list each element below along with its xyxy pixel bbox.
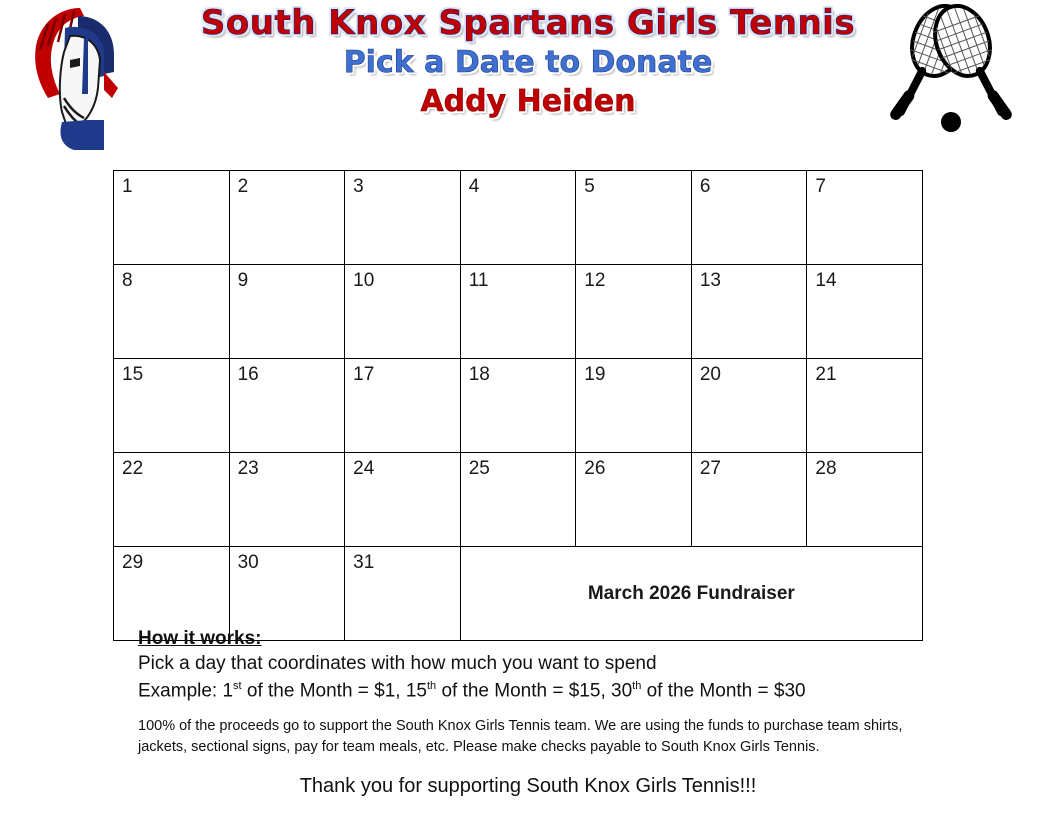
calendar-day-1[interactable]: 1 — [114, 171, 230, 265]
calendar-day-9[interactable]: 9 — [229, 265, 345, 359]
calendar-footer-label: March 2026 Fundraiser — [460, 547, 922, 641]
calendar-day-24[interactable]: 24 — [345, 453, 461, 547]
calendar-day-10[interactable]: 10 — [345, 265, 461, 359]
example-end: of the Month = $30 — [641, 680, 806, 702]
ordinal-suffix-1: st — [233, 679, 242, 692]
calendar-day-17[interactable]: 17 — [345, 359, 461, 453]
calendar-day-4[interactable]: 4 — [460, 171, 576, 265]
calendar-day-30[interactable]: 30 — [229, 547, 345, 641]
calendar-day-19[interactable]: 19 — [576, 359, 692, 453]
table-row — [114, 453, 923, 547]
calendar-day-12[interactable]: 12 — [576, 265, 692, 359]
calendar-day-22[interactable]: 22 — [114, 453, 230, 547]
calendar-day-13[interactable]: 13 — [691, 265, 807, 359]
example-line — [138, 679, 958, 704]
calendar-day-23[interactable]: 23 — [229, 453, 345, 547]
example-prefix: Example: 1 — [138, 680, 234, 702]
calendar-table — [113, 170, 923, 641]
player-name: Addy Heiden — [420, 83, 636, 119]
calendar-day-8[interactable]: 8 — [114, 265, 230, 359]
calendar-day-28[interactable]: 28 — [807, 453, 923, 547]
calendar-day-31[interactable]: 31 — [345, 547, 461, 641]
table-row — [114, 265, 923, 359]
calendar-day-29[interactable]: 29 — [114, 547, 230, 641]
fine-print-text: 100% of the proceeds go to support the South Knox Girls Tennis team. We are using the funds to purchase team shirts, jackets, sectional signs, pay for team meals, etc. Please make checks payable to South Knox Girls Tennis. — [138, 717, 903, 755]
calendar-day-16[interactable]: 16 — [229, 359, 345, 453]
donation-calendar — [113, 170, 923, 641]
ordinal-suffix-3: th — [632, 679, 642, 692]
calendar-day-21[interactable]: 21 — [807, 359, 923, 453]
how-it-works-heading: How it works: — [138, 628, 262, 649]
example-mid-2: of the Month = $15, 30 — [436, 680, 633, 702]
thank-you-message: Thank you for supporting South Knox Girls Tennis!!! — [299, 775, 757, 797]
calendar-day-27[interactable]: 27 — [691, 453, 807, 547]
instruction-line: Pick a day that coordinates with how much you want to spend — [138, 653, 657, 674]
calendar-day-25[interactable]: 25 — [460, 453, 576, 547]
how-it-works-section — [138, 628, 958, 758]
calendar-day-14[interactable]: 14 — [807, 265, 923, 359]
flyer-title-secondary: Pick a Date to Donate — [343, 45, 713, 81]
crossed-tennis-rackets-icon — [876, 4, 1026, 144]
calendar-day-7[interactable]: 7 — [807, 171, 923, 265]
calendar-day-26[interactable]: 26 — [576, 453, 692, 547]
example-mid-1: of the Month = $1, 15 — [241, 680, 427, 702]
calendar-day-15[interactable]: 15 — [114, 359, 230, 453]
calendar-day-2[interactable]: 2 — [229, 171, 345, 265]
flyer-title-primary: South Knox Spartans Girls Tennis — [200, 3, 856, 43]
calendar-day-20[interactable]: 20 — [691, 359, 807, 453]
calendar-day-3[interactable]: 3 — [345, 171, 461, 265]
table-row — [114, 547, 923, 641]
flyer-header — [0, 0, 1056, 160]
table-row — [114, 359, 923, 453]
calendar-day-6[interactable]: 6 — [691, 171, 807, 265]
calendar-day-18[interactable]: 18 — [460, 359, 576, 453]
calendar-day-5[interactable]: 5 — [576, 171, 692, 265]
ordinal-suffix-2: th — [427, 679, 437, 692]
table-row — [114, 171, 923, 265]
calendar-day-11[interactable]: 11 — [460, 265, 576, 359]
